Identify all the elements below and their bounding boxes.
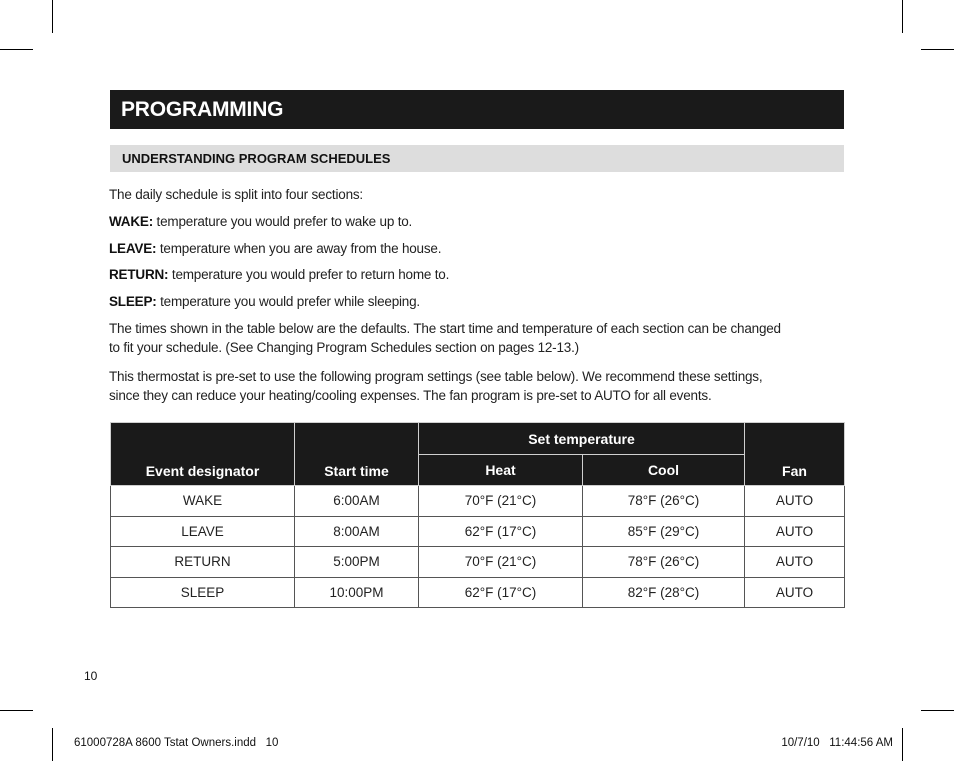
paragraph-line: This thermostat is pre-set to use the following program settings (see table below). We recommend these settings, [109, 369, 763, 384]
cell-cool: 78°F (26°C) [583, 547, 745, 578]
definition-term: SLEEP: [109, 294, 157, 309]
crop-mark [0, 49, 33, 50]
header-start-time: Start time [295, 423, 419, 486]
crop-mark [902, 0, 903, 33]
definition-leave [109, 239, 849, 258]
cell-start: 5:00PM [295, 547, 419, 578]
definition-text: temperature you would prefer to wake up to. [153, 214, 413, 229]
crop-mark [0, 710, 33, 711]
subsection-title: UNDERSTANDING PROGRAM SCHEDULES [110, 145, 844, 172]
table-row [111, 516, 845, 547]
paragraph-line: The times shown in the table below are the defaults. The start time and temperature of each section can be changed [109, 321, 781, 336]
paragraph-defaults [109, 319, 849, 357]
cell-heat: 70°F (21°C) [419, 486, 583, 517]
crop-mark [921, 710, 954, 711]
definition-term: RETURN: [109, 267, 169, 282]
definition-sleep [109, 292, 849, 311]
cell-event: SLEEP [111, 577, 295, 608]
cell-start: 6:00AM [295, 486, 419, 517]
print-slug-filename: 61000728A 8600 Tstat Owners.indd 10 [74, 737, 279, 749]
cell-heat: 62°F (17°C) [419, 577, 583, 608]
cell-start: 8:00AM [295, 516, 419, 547]
definition-text: temperature you would prefer while sleeping. [156, 294, 420, 309]
cell-event: RETURN [111, 547, 295, 578]
definition-return [109, 265, 849, 284]
definition-term: WAKE: [109, 214, 153, 229]
cell-fan: AUTO [745, 577, 845, 608]
cell-heat: 62°F (17°C) [419, 516, 583, 547]
cell-cool: 82°F (28°C) [583, 577, 745, 608]
paragraph-line: since they can reduce your heating/cooling expenses. The fan program is pre-set to AUTO for all events. [109, 388, 712, 403]
cell-start: 10:00PM [295, 577, 419, 608]
paragraph-presets [109, 367, 849, 405]
definition-text: temperature when you are away from the house. [156, 241, 442, 256]
crop-mark [921, 49, 954, 50]
table-row [111, 577, 845, 608]
table-row [111, 486, 845, 517]
schedule-table [110, 422, 845, 608]
crop-mark [52, 0, 53, 33]
print-slug-timestamp: 10/7/10 11:44:56 AM [781, 737, 893, 749]
cell-event: WAKE [111, 486, 295, 517]
section-title: PROGRAMMING [110, 90, 844, 129]
paragraph-line: to fit your schedule. (See Changing Program Schedules section on pages 12-13.) [109, 340, 579, 355]
cell-event: LEAVE [111, 516, 295, 547]
header-cool: Cool [583, 455, 745, 486]
cell-fan: AUTO [745, 547, 845, 578]
definition-text: temperature you would prefer to return home to. [168, 267, 450, 282]
cell-cool: 78°F (26°C) [583, 486, 745, 517]
header-fan: Fan [745, 423, 845, 486]
header-event-designator: Event designator [111, 423, 295, 486]
header-heat: Heat [419, 455, 583, 486]
page-number: 10 [84, 669, 98, 683]
cell-fan: AUTO [745, 486, 845, 517]
table-row [111, 547, 845, 578]
crop-mark [902, 728, 903, 761]
intro-text: The daily schedule is split into four sections: [109, 187, 363, 202]
cell-cool: 85°F (29°C) [583, 516, 745, 547]
definition-wake [109, 212, 849, 231]
definition-term: LEAVE: [109, 241, 157, 256]
cell-fan: AUTO [745, 516, 845, 547]
cell-heat: 70°F (21°C) [419, 547, 583, 578]
header-set-temperature: Set temperature [419, 423, 745, 455]
crop-mark [52, 728, 53, 761]
